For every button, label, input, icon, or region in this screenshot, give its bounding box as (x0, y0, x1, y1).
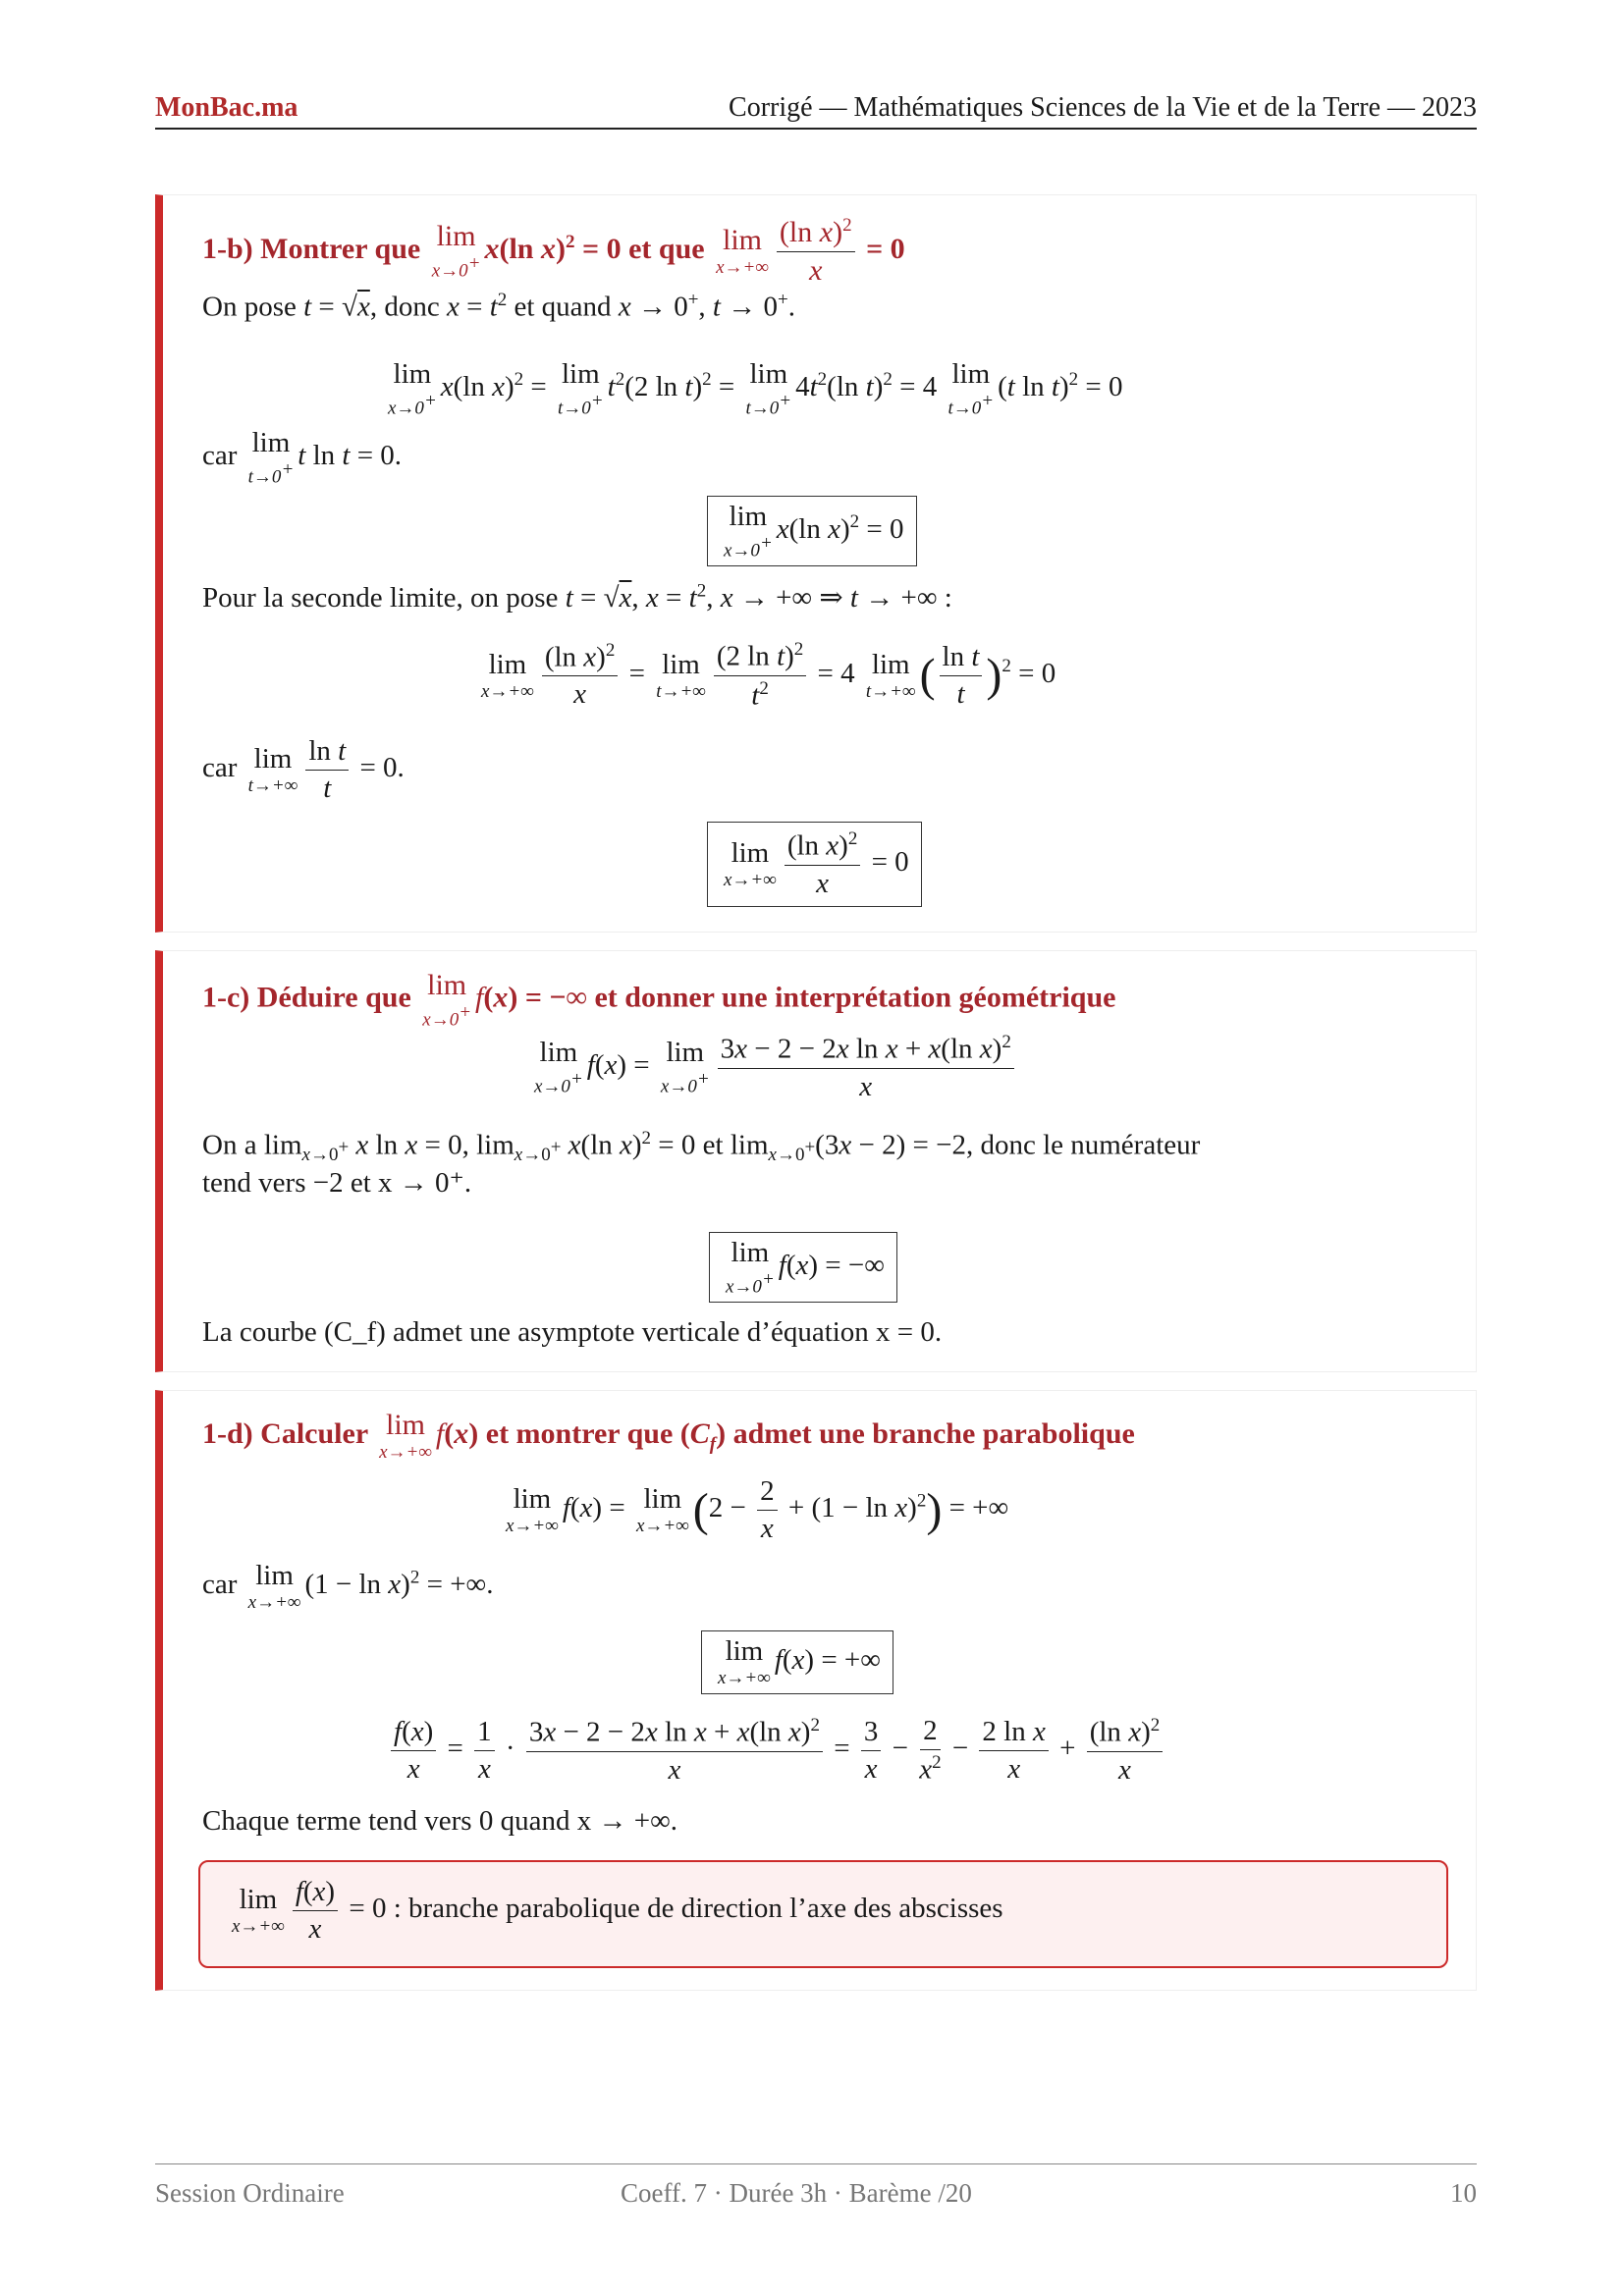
page-number: 10 (1450, 2178, 1477, 2208)
result-box: lim x→+∞ f(x) = +∞ (701, 1630, 893, 1694)
text-line: On a $\lim_{x\to 0^+} x$ ln x = 0, $\lim_{x\to 0^+} x(\ln$ x)$^2$ = 0 et $\lim_{x\to 0^+}(3x - 2) = -2$, donc le numérateur (202, 1128, 1201, 1166)
text-line: car lim t→0+ t ln t = 0. (202, 427, 403, 488)
conclusion: La courbe (C_f) admet une asymptote verticale d’équation x = 0. (202, 1316, 943, 1348)
section-title: 1-c) Déduire que lim x→0+ f(x) = −∞ et donner une interprétation géométrique (202, 969, 1116, 1031)
footer-info: Coeff. 7 · Durée 3h · Barème /20 (621, 2178, 972, 2208)
text-line: car lim x→+∞ $(1 - \ln x)^2$ = +∞. (202, 1560, 494, 1613)
highlight-box: lim x→+∞ $\frac{f(x)}{x}$ = 0 : branche parabolique de direction l’axe des abscisses (198, 1860, 1448, 1968)
text-line: car lim t→+∞ $\frac{\text{ln t}}{t}$ = 0. (202, 735, 405, 804)
text-line: tend vers −2 et x → 0⁺. (202, 1167, 472, 1199)
page-footer (155, 2163, 1477, 2208)
highlight-text: : branche parabolique de direction l’axe des abscisses (393, 1893, 1003, 1925)
text-line: Chaque terme tend vers 0 quand x → +∞. (202, 1805, 677, 1837)
header-subject: Corrigé — Mathématiques Sciences de la Vie et de la Terre — 2023 (729, 92, 1477, 123)
result-box: lim x→0+ f(x) = −∞ (709, 1232, 897, 1303)
page-header (155, 92, 1477, 130)
section-1d (155, 1390, 1477, 1991)
equation: lim x→0+ f(x) = lim x→0+ $\frac{3x - 2 - 2x \ln x + x(\ln x)^2}{x}$ (530, 1032, 1018, 1103)
section-title: 1-b) Montrer que lim x→0+ x(ln x)$^2$ = 0 et que lim x→+∞ $\frac{(\ln x)^2}{x}$ = 0 (202, 215, 905, 287)
equation: lim x→+∞ f(x) = lim x→+∞ (2 − $\frac{2}{x}$ + $(1 - \ln x)^2$) = +∞ (506, 1475, 1009, 1544)
equation: $\frac{f(x)}{x}$ = $\frac{1}{x}$ · $\frac{3x - 2 - 2x \ln x + x(\ln x)^2}{x}$ = $\frac{3}{x}$ − $\frac{2}{x^2}$ − $\frac{\text{2 ln x}}{x}$ + $\frac{(\ln x)^2}{x}$ (387, 1715, 1166, 1787)
section-1b (155, 194, 1477, 933)
footer-session: Session Ordinaire (155, 2178, 345, 2208)
result-box: lim x→0+ x(ln x)$^2$ = 0 (707, 496, 917, 566)
equation: lim x→0+ x(ln x)$^2$ = lim t→0+ $t^2(2$ ln t)$^2$ = lim t→0+ $4t^2(\ln$ t)$^2$ = 4 lim t→0+ (t ln t)$^2$ = 0 (388, 358, 1123, 419)
section-title: 1-d) Calculer lim x→+∞ f(x) et montrer que $(C_f)$ admet une branche parabolique (202, 1409, 1135, 1463)
section-1c (155, 950, 1477, 1372)
result-box: lim x→+∞ $\frac{(\ln x)^2}{x}$ = 0 (707, 822, 922, 907)
brand-logo: MonBac.ma (155, 92, 298, 123)
text-line: On pose t = √x, donc $x = t^2$ et quand x → 0+, t → 0+. (202, 290, 795, 323)
equation: lim x→+∞ $\frac{(\ln x)^2}{x}$ = lim t→+∞ $\frac{(2 \ln t)^2}{t^2}$ = 4 lim t→+∞ ( $\frac{\text{ln t}}{t}$ )$^2$ = 0 (481, 639, 1056, 712)
text-line: Pour la seconde limite, on pose t = √x, $x = t^2$, x → +∞ ⇒ t → +∞ : (202, 580, 952, 614)
